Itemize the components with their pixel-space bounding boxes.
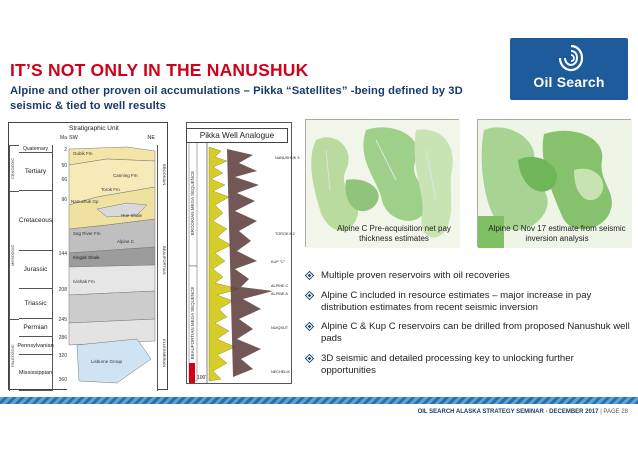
seq-label: BEAUFORTIAN MEGA SEQUENCE bbox=[190, 286, 195, 360]
oil-search-logo bbox=[510, 38, 628, 100]
strat-header bbox=[9, 123, 167, 145]
map-seismic-inversion bbox=[477, 119, 631, 247]
diamond-bullet-icon bbox=[305, 291, 314, 300]
period-quaternary: Quaternary bbox=[19, 145, 53, 153]
marker-label: NUIQSUT bbox=[271, 326, 289, 330]
ma-tick: 320 bbox=[58, 353, 67, 359]
seq-beaufortian: BEAUFORTIAN bbox=[157, 205, 167, 315]
footer-text: OIL SEARCH ALASKA STRATEGY SEMINAR - DECEMBER 2017 bbox=[417, 409, 599, 415]
oil-search-mark-icon bbox=[558, 44, 584, 72]
period-pennsylvanian: Pennsylvanian bbox=[19, 337, 53, 355]
unit-label: Kingak Shale bbox=[73, 255, 100, 260]
analogue-label: Pikka Well Analogue bbox=[186, 128, 288, 143]
diamond-bullet-icon bbox=[305, 354, 314, 363]
ma-tick: 2 bbox=[64, 147, 67, 153]
ma-tick: 360 bbox=[58, 377, 67, 383]
marker-label: KUP “C” bbox=[271, 260, 286, 264]
top-band bbox=[0, 0, 638, 34]
period-jurassic: Jurassic bbox=[19, 251, 53, 289]
ma-header: Ma bbox=[60, 135, 67, 141]
map-caption-left: Alpine C Pre-acquisition net pay thickness estimates bbox=[337, 224, 451, 243]
bullet-item bbox=[305, 270, 630, 282]
period-cretaceous: Cretaceous bbox=[19, 191, 53, 251]
slide-title: IT’S NOT ONLY IN THE NANUSHUK bbox=[10, 60, 309, 80]
ma-tick: 286 bbox=[58, 335, 67, 341]
map-caption-right: Alpine C Nov 17 estimate from seismic inversion analysis bbox=[488, 224, 626, 243]
footer bbox=[418, 409, 628, 415]
unit-label: Sag River Fm bbox=[73, 231, 101, 236]
unit-label: Torok Fm bbox=[101, 187, 120, 192]
marker-label: TOROK 8.2 bbox=[275, 232, 295, 236]
bullet-item bbox=[305, 321, 630, 345]
era-mesozoic: MESOZOIC bbox=[9, 191, 19, 319]
diamond-bullet-icon bbox=[305, 322, 314, 331]
ma-tick: 66 bbox=[61, 177, 67, 183]
unit-label: Ivishak Fm bbox=[73, 279, 95, 284]
ma-tick: 245 bbox=[58, 317, 67, 323]
period-triassic: Triassic bbox=[19, 289, 53, 319]
bullet-item bbox=[305, 290, 630, 314]
scale-label: 100' bbox=[197, 375, 207, 381]
bullet-text: Alpine C & Kup C reservoirs can be drilled from proposed Nanushuk well pads bbox=[321, 321, 630, 345]
stratigraphic-column bbox=[8, 122, 168, 390]
strat-sw: SW bbox=[69, 135, 78, 141]
marker-label: ALPINE A bbox=[271, 292, 288, 296]
bullet-text: 3D seismic and detailed processing key to unlocking further opportunities bbox=[321, 352, 574, 376]
logo-text: Oil Search bbox=[533, 74, 605, 90]
unit-label: Hue Shale bbox=[121, 213, 143, 218]
strat-title: Stratigraphic Unit bbox=[69, 125, 119, 132]
unit-label: Canning Fm bbox=[113, 173, 138, 178]
unit-label: Lisburne Group bbox=[91, 359, 123, 364]
bullet-text: Alpine C included in resource estimates – major increase in pay distribution estimates from recent seismic inversion bbox=[321, 289, 592, 313]
strat-units-graphic bbox=[67, 145, 157, 391]
seq-brookian: BROOKIAN bbox=[157, 145, 167, 205]
period-tertiary: Tertiary bbox=[19, 153, 53, 191]
ma-tick: 208 bbox=[58, 287, 67, 293]
marker-label: NECHELIK bbox=[271, 370, 290, 374]
pikka-well-analogue bbox=[186, 122, 300, 384]
unit-label: Gubik Fm bbox=[73, 151, 93, 156]
marker-label: NANUSHUK 3 bbox=[275, 156, 300, 160]
era-cenozoic: CENOZOIC bbox=[9, 145, 19, 191]
strat-ne: NE bbox=[147, 135, 155, 141]
unit-label: Alpine C bbox=[117, 239, 135, 244]
era-paleozoic: PALEOZOIC bbox=[9, 319, 19, 391]
map-pre-acquisition bbox=[305, 119, 459, 247]
ma-tick: 144 bbox=[58, 251, 67, 257]
unit-label: Nanushuk Gp bbox=[71, 199, 99, 204]
bullet-item bbox=[305, 353, 630, 377]
footer-band bbox=[0, 397, 638, 404]
diamond-bullet-icon bbox=[305, 271, 314, 280]
footer-separator: | bbox=[600, 409, 604, 415]
seq-label: BROOKIAN MEGA SEQUENCE bbox=[190, 170, 195, 236]
period-mississippian: Mississippian bbox=[19, 355, 53, 391]
bullet-text: Multiple proven reservoirs with oil recoveries bbox=[321, 270, 510, 281]
seq-ellesmerian: ELLESMERIAN bbox=[157, 315, 167, 391]
bullet-list bbox=[305, 270, 630, 385]
ma-tick: 96 bbox=[61, 197, 67, 203]
slide-subtitle: Alpine and other proven oil accumulations – Pikka “Satellites” -being defined by 3D seismic & tied to well results bbox=[10, 85, 463, 112]
period-permian: Permian bbox=[19, 319, 53, 337]
well-log-graphic bbox=[187, 123, 300, 385]
ma-tick: 50 bbox=[61, 163, 67, 169]
marker-label: ALPINE C bbox=[271, 284, 289, 288]
page-number: PAGE 28 bbox=[603, 409, 628, 415]
